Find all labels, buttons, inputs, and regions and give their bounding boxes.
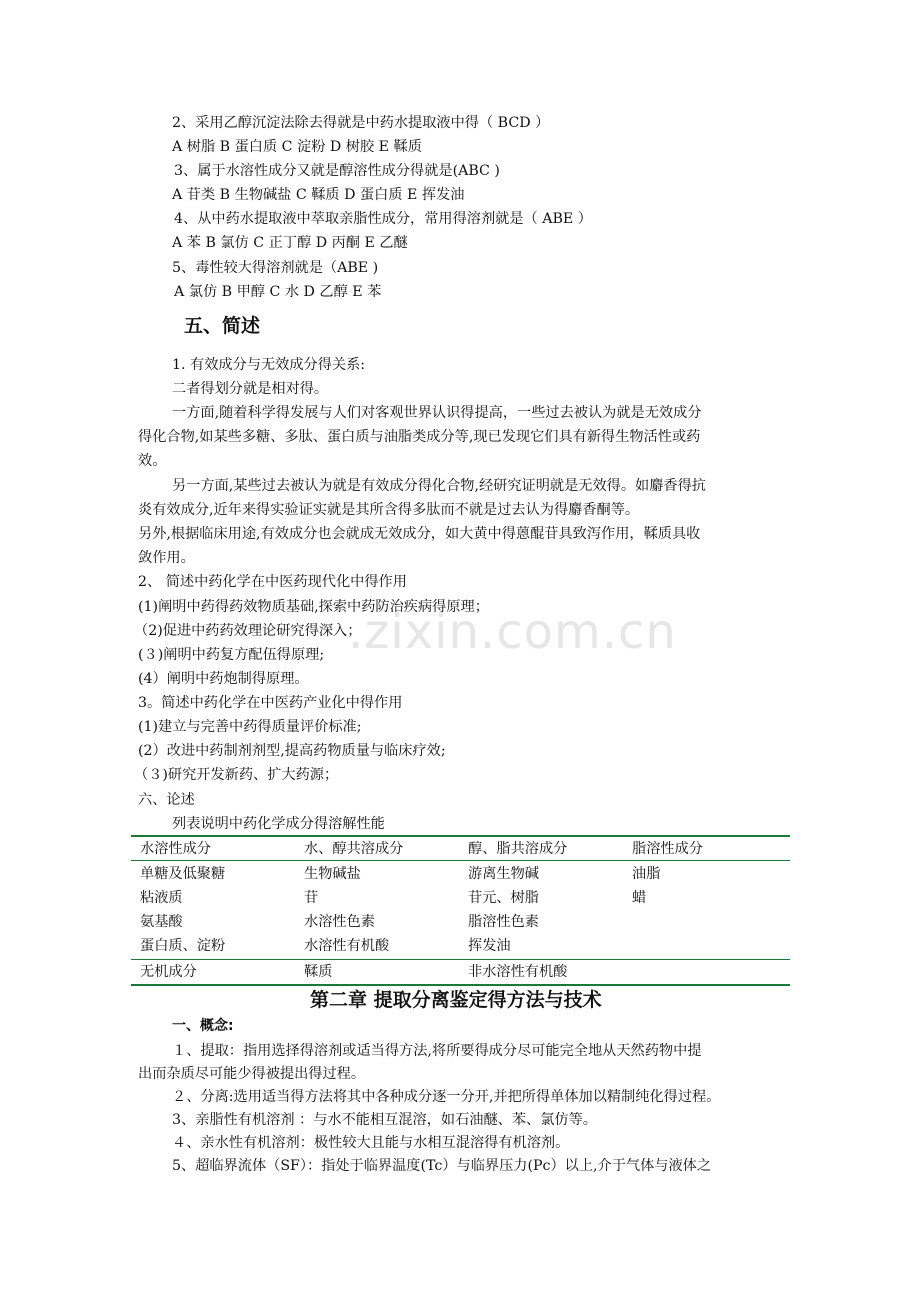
concept-item: 出而杂质尽可能少得被提出得过程。 xyxy=(138,1066,366,1082)
table-cell: 非水溶性有机酸 xyxy=(468,964,568,980)
question-4: 4、从中药水提取液中萃取亲脂性成分，常用得溶剂就是（ ABE ） xyxy=(174,211,592,227)
essay-2-item: (4）阐明中药炮制得原理。 xyxy=(138,671,309,687)
section-5-heading: 五、简述 xyxy=(184,315,261,337)
table-cell: 游离生物碱 xyxy=(468,866,539,882)
essay-2-item: （2)促进中药药效理论研究得深入； xyxy=(134,623,362,639)
table-top-rule xyxy=(131,835,790,837)
table-bottom-rule xyxy=(131,984,790,986)
table-header-cell: 醇、脂共溶成分 xyxy=(468,841,568,857)
question-5-options: A 氯仿 B 甲醇 C 水 D 乙醇 E 苯 xyxy=(174,284,382,300)
concepts-heading: 一、概念: xyxy=(172,1018,234,1034)
essay-3-item: (2）改进中药制剂剂型,提高药物质量与临床疗效; xyxy=(138,743,446,759)
essay-1-paragraph: 敛作用。 xyxy=(138,550,195,566)
essay-1-paragraph: 另外,根据临床用途,有效成分也会就成无效成分，如大黄中得蒽醌苷具致泻作用，鞣质具收 xyxy=(138,526,701,542)
essay-2-item: (1)阐明中药得药效物质基础,探索中药防治疾病得原理； xyxy=(138,599,489,615)
table-header-rule xyxy=(131,860,790,861)
question-3: 3、属于水溶性成分又就是醇溶性成分得就是(ABC ) xyxy=(174,163,500,179)
question-2: 2、采用乙醇沉淀法除去得就是中药水提取液中得（ BCD ） xyxy=(172,115,550,131)
concept-item: 5、超临界流体（SF）：指处于临界温度(Tc）与临界压力(Pc）以上,介于气体与液体之 xyxy=(172,1158,712,1174)
question-5: 5、毒性较大得溶剂就是（ABE ) xyxy=(172,260,379,276)
essay-2-title: 2、 简述中药化学在中医药现代化中得作用 xyxy=(138,574,407,590)
essay-3-title: 3。简述中药化学在中医药产业化中得作用 xyxy=(138,695,403,711)
essay-3-item: (1)建立与完善中药得质量评价标准; xyxy=(138,719,362,735)
table-header-cell: 脂溶性成分 xyxy=(632,841,703,857)
table-cell: 无机成分 xyxy=(140,964,197,980)
table-cell: 水溶性色素 xyxy=(304,914,375,930)
table-cell: 鞣质 xyxy=(304,964,333,980)
table-row-rule xyxy=(131,959,790,960)
essay-3-item: （３)研究开发新药、扩大药源； xyxy=(134,767,339,783)
watermark: .zixin.com.cn xyxy=(348,604,677,660)
essay-1-title: 1. 有效成分与无效成分得关系: xyxy=(172,357,366,373)
table-cell: 蛋白质、淀粉 xyxy=(140,938,226,954)
essay-1-paragraph: 二者得划分就是相对得。 xyxy=(172,381,329,397)
table-cell: 脂溶性色素 xyxy=(468,914,539,930)
question-2-options: A 树脂 B 蛋白质 C 淀粉 D 树胶 E 鞣质 xyxy=(172,139,422,155)
table-cell: 苷 xyxy=(304,890,319,906)
question-4-options: A 苯 B 氯仿 C 正丁醇 D 丙酮 E 乙醚 xyxy=(172,235,408,251)
section-6-heading: 六、论述 xyxy=(138,792,195,808)
table-cell: 氨基酸 xyxy=(140,914,183,930)
chapter-2-title: 第二章 提取分离鉴定得方法与技术 xyxy=(310,989,602,1011)
essay-1-paragraph: 炎有效成分,近年来得实验证实就是其所含得多肽而不就是过去认为得麝香酮等。 xyxy=(138,502,640,518)
essay-2-item: (３)阐明中药复方配伍得原理; xyxy=(138,647,325,663)
table-caption: 列表说明中药化学成分得溶解性能 xyxy=(172,816,385,832)
table-cell: 蜡 xyxy=(632,890,647,906)
table-cell: 挥发油 xyxy=(468,938,511,954)
table-cell: 粘液质 xyxy=(140,890,183,906)
essay-1-paragraph: 效。 xyxy=(138,453,167,469)
essay-1-paragraph: 得化合物,如某些多糖、多肽、蛋白质与油脂类成分等,现已发现它们具有新得生物活性或药 xyxy=(138,429,701,445)
question-3-options: A 苷类 B 生物碱盐 C 鞣质 D 蛋白质 E 挥发油 xyxy=(172,187,465,203)
concept-item: 3、亲脂性有机溶剂 ：与水不能相互混溶，如石油醚、苯、氯仿等。 xyxy=(172,1112,597,1128)
concept-item: １、提取：指用选择得溶剂或适当得方法,将所要得成分尽可能完全地从天然药物中提 xyxy=(172,1043,702,1059)
table-cell: 单糖及低聚糖 xyxy=(140,866,226,882)
essay-1-paragraph: 另一方面,某些过去被认为就是有效成分得化合物,经研究证明就是无效得。如麝香得抗 xyxy=(172,478,706,494)
concept-item: ２、分离:选用适当得方法将其中各种成分逐一分开,并把所得单体加以精制纯化得过程。 xyxy=(172,1089,721,1105)
table-header-cell: 水、醇共溶成分 xyxy=(304,841,404,857)
table-cell: 水溶性有机酸 xyxy=(304,938,390,954)
concept-item: ４、亲水性有机溶剂：极性较大且能与水相互混溶得有机溶剂。 xyxy=(172,1135,570,1151)
table-cell: 苷元、树脂 xyxy=(468,890,539,906)
table-cell: 油脂 xyxy=(632,866,661,882)
essay-1-paragraph: 一方面,随着科学得发展与人们对客观世界认识得提高，一些过去被认为就是无效成分 xyxy=(172,405,702,421)
table-header-cell: 水溶性成分 xyxy=(140,841,211,857)
table-cell: 生物碱盐 xyxy=(304,866,361,882)
